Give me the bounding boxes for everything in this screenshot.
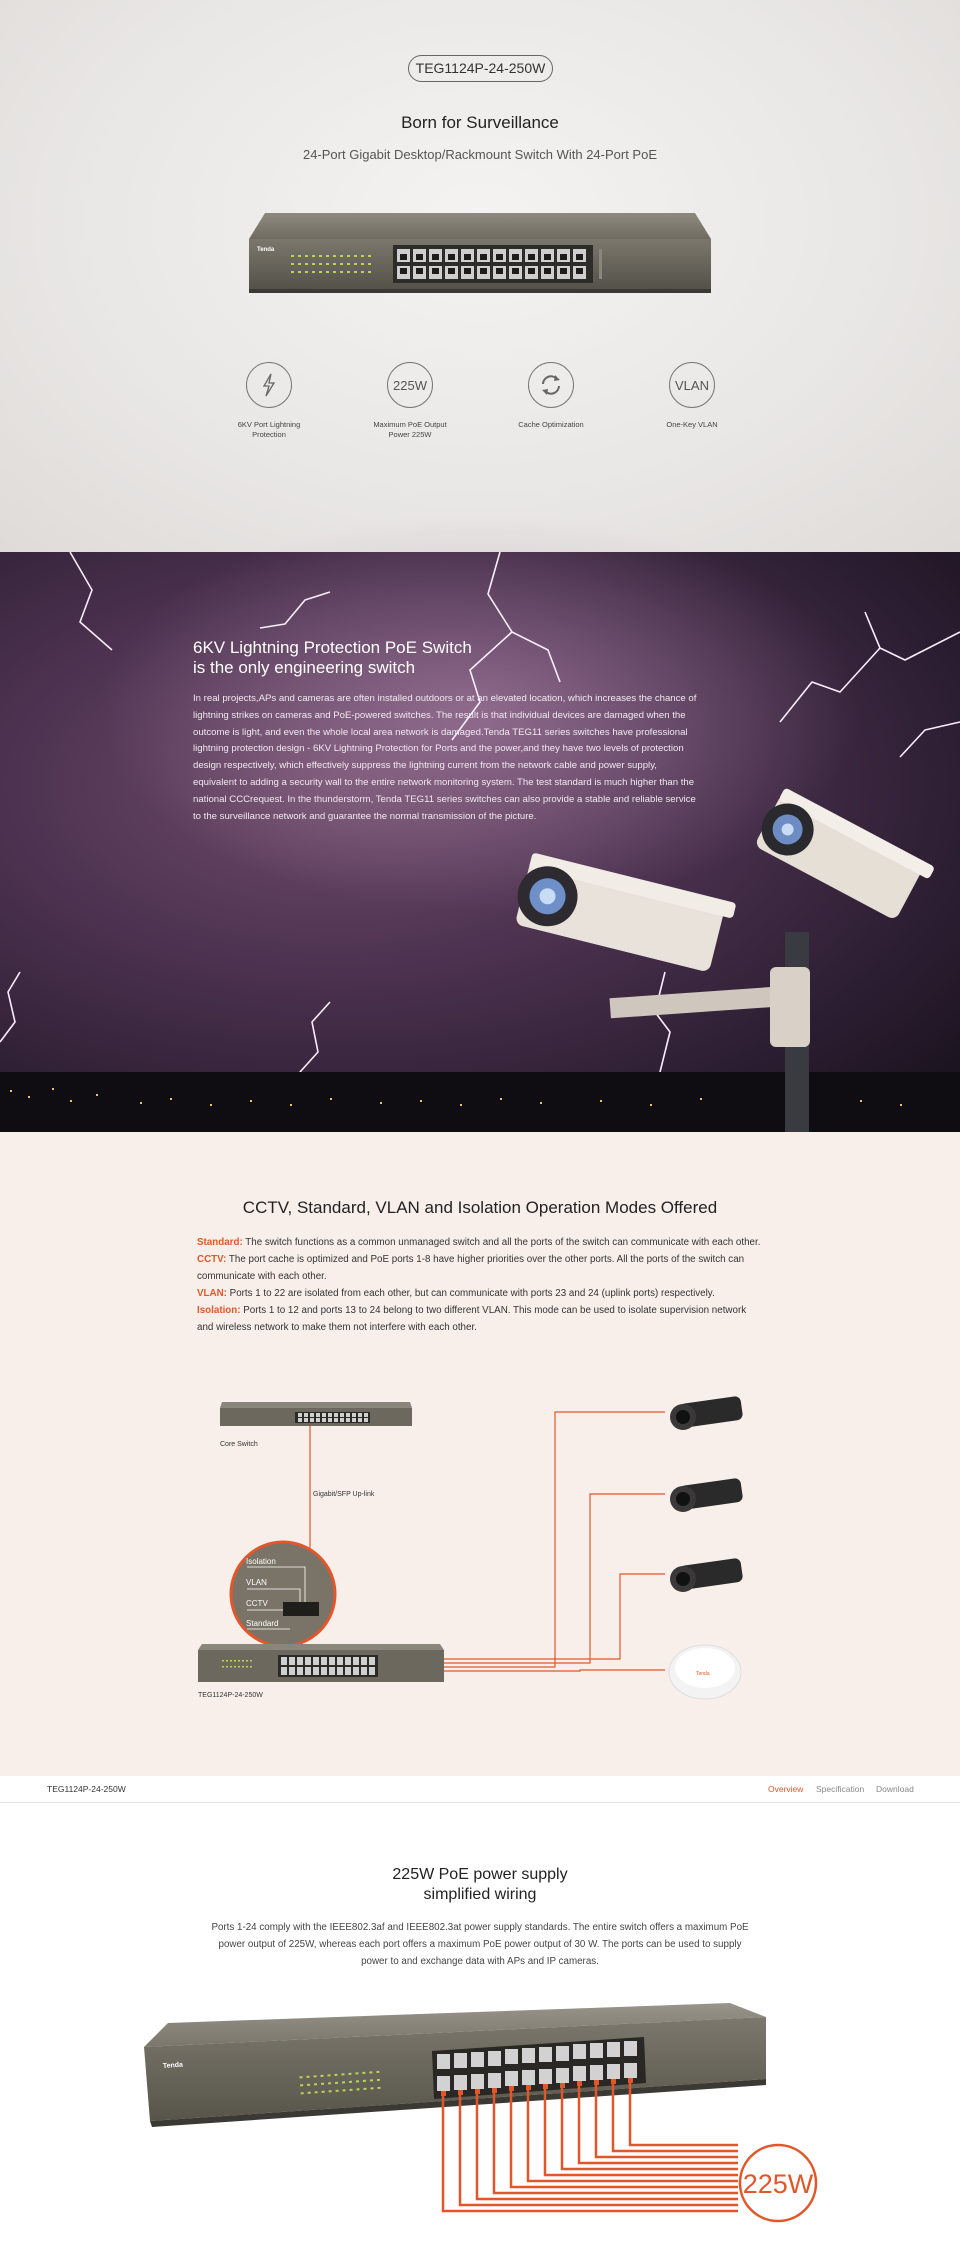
poe-title-line2: simplified wiring	[423, 1886, 537, 1903]
brand-logo: Tenda	[162, 2061, 184, 2070]
mode-option: CCTV	[246, 1599, 268, 1608]
model-badge: TEG1124P-24-250W	[408, 55, 553, 82]
ap-brand: Tenda	[696, 1671, 710, 1677]
modes-title: CCTV, Standard, VLAN and Isolation Operation Modes Offered	[242, 1198, 718, 1217]
feature-cache	[486, 362, 616, 430]
feature-label: 6KV Port Lightning Protection	[237, 420, 301, 439]
ip-camera-icon	[670, 1478, 743, 1512]
feature-label: One-Key VLAN	[666, 420, 718, 429]
feature-label: Cache Optimization	[518, 420, 584, 429]
storm-title-line1: 6KV Lightning Protection PoE Switch	[193, 638, 472, 657]
ip-camera-icon	[670, 1396, 743, 1430]
poe-description: Ports 1-24 comply with the IEEE802.3af and IEEE802.3at power supply standards. The entire switch offers a maximum PoE power output of 225W, whereas each port offers a maximum PoE power output of 30 W. The ports can be used to supply power to and exchange data with APs and IP cameras.	[211, 1922, 749, 1967]
tab-specification[interactable]: Specification	[816, 1784, 865, 1794]
switch-product-image	[243, 207, 717, 299]
feature-vlan	[627, 362, 757, 430]
poe-title	[0, 1865, 960, 1905]
mode-isolation	[197, 1302, 763, 1336]
mode-selector-bubble	[231, 1542, 335, 1646]
mode-vlan	[197, 1285, 763, 1302]
wireless-ap-icon	[669, 1645, 741, 1699]
teg-switch-image	[198, 1644, 444, 1682]
storm-title-line2: is the only engineering switch	[193, 658, 416, 677]
tab-overview[interactable]: Overview	[768, 1784, 804, 1794]
feature-poe-power	[345, 362, 475, 440]
device-label: TEG1124P-24-250W	[198, 1692, 263, 1699]
core-switch-label: Core Switch	[220, 1441, 258, 1448]
mode-cctv	[197, 1251, 763, 1285]
hero-section	[0, 0, 960, 552]
lightning-icon	[246, 362, 292, 408]
network-diagram	[0, 1372, 960, 1699]
mode-text: The switch functions as a common unmanaged switch and all the ports of the switch can communicate with each other.	[242, 1237, 761, 1248]
poe-switch-illustration	[0, 1983, 960, 2254]
nav-model-name: TEG1124P-24-250W	[47, 1784, 126, 1794]
refresh-icon	[528, 362, 574, 408]
lightning-illustration	[0, 552, 960, 1132]
mode-text: Ports 1 to 22 are isolated from each other, but can communicate with ports 23 and 24 (uplink ports) respectively.	[226, 1288, 715, 1299]
mode-text: The port cache is optimized and PoE ports 1-8 have higher priorities over the other ports. All the ports of the switch can communicate with each other.	[197, 1254, 745, 1282]
power-badge-label: 225W	[742, 2169, 814, 2199]
operation-modes-section	[0, 1132, 960, 1776]
power-225w-icon: 225W	[387, 362, 433, 408]
feature-label: Maximum PoE Output Power 225W	[373, 420, 447, 439]
poe-title-line1: 225W PoE power supply	[392, 1866, 568, 1883]
poe-section	[0, 1803, 960, 2254]
storm-body-text: In real projects,APs and cameras are often installed outdoors or at an elevated location, which increases the chance of lightning strikes on cameras and PoE-powered switches. The result is that individual devices are damaged when the outcome is light, and even the whole local area network is damaged.Tenda TEG11 series switches have professional lightning protection design - 6KV Lightning Protection for Ports and the power,and they have two levels of protection design respectively, which effectively suppress the lightning current from the network cable and power supply, equivalent to adding a security wall to the entire network monitoring system. The test standard is much higher than the national CCCrequest. In the thunderstorm, Tenda TEG11 series switches can also provide a stable and reliable service to the surveillance network and guarantee the normal transmission of the picture.	[193, 693, 697, 822]
vlan-icon: VLAN	[669, 362, 715, 408]
mode-name: Standard:	[197, 1237, 243, 1248]
mode-name: Isolation:	[197, 1305, 241, 1316]
modes-list	[197, 1234, 763, 1336]
mode-name: CCTV:	[197, 1254, 227, 1265]
storm-title	[193, 638, 472, 678]
mode-option: VLAN	[246, 1578, 267, 1587]
feature-lightning	[204, 362, 334, 440]
mode-option: Standard	[246, 1619, 279, 1628]
mode-standard	[197, 1234, 763, 1251]
product-nav-bar	[0, 1776, 960, 1803]
ip-camera-icon	[670, 1558, 743, 1592]
brand-logo: Tenda	[257, 247, 275, 253]
core-switch-image	[220, 1402, 412, 1426]
mode-option: Isolation	[246, 1557, 276, 1566]
lightning-protection-section	[0, 552, 960, 1132]
uplink-label: Gigabit/SFP Up-link	[313, 1491, 375, 1498]
tab-download[interactable]: Download	[876, 1784, 914, 1794]
mode-name: VLAN:	[197, 1288, 227, 1299]
mode-text: Ports 1 to 12 and ports 13 to 24 belong to two different VLAN. This mode can be used to isolate supervision network and wireless network to make them not interfere with each other.	[197, 1305, 747, 1333]
hero-title: Born for Surveillance	[401, 113, 559, 132]
hero-subtitle: 24-Port Gigabit Desktop/Rackmount Switch With 24-Port PoE	[302, 147, 658, 162]
